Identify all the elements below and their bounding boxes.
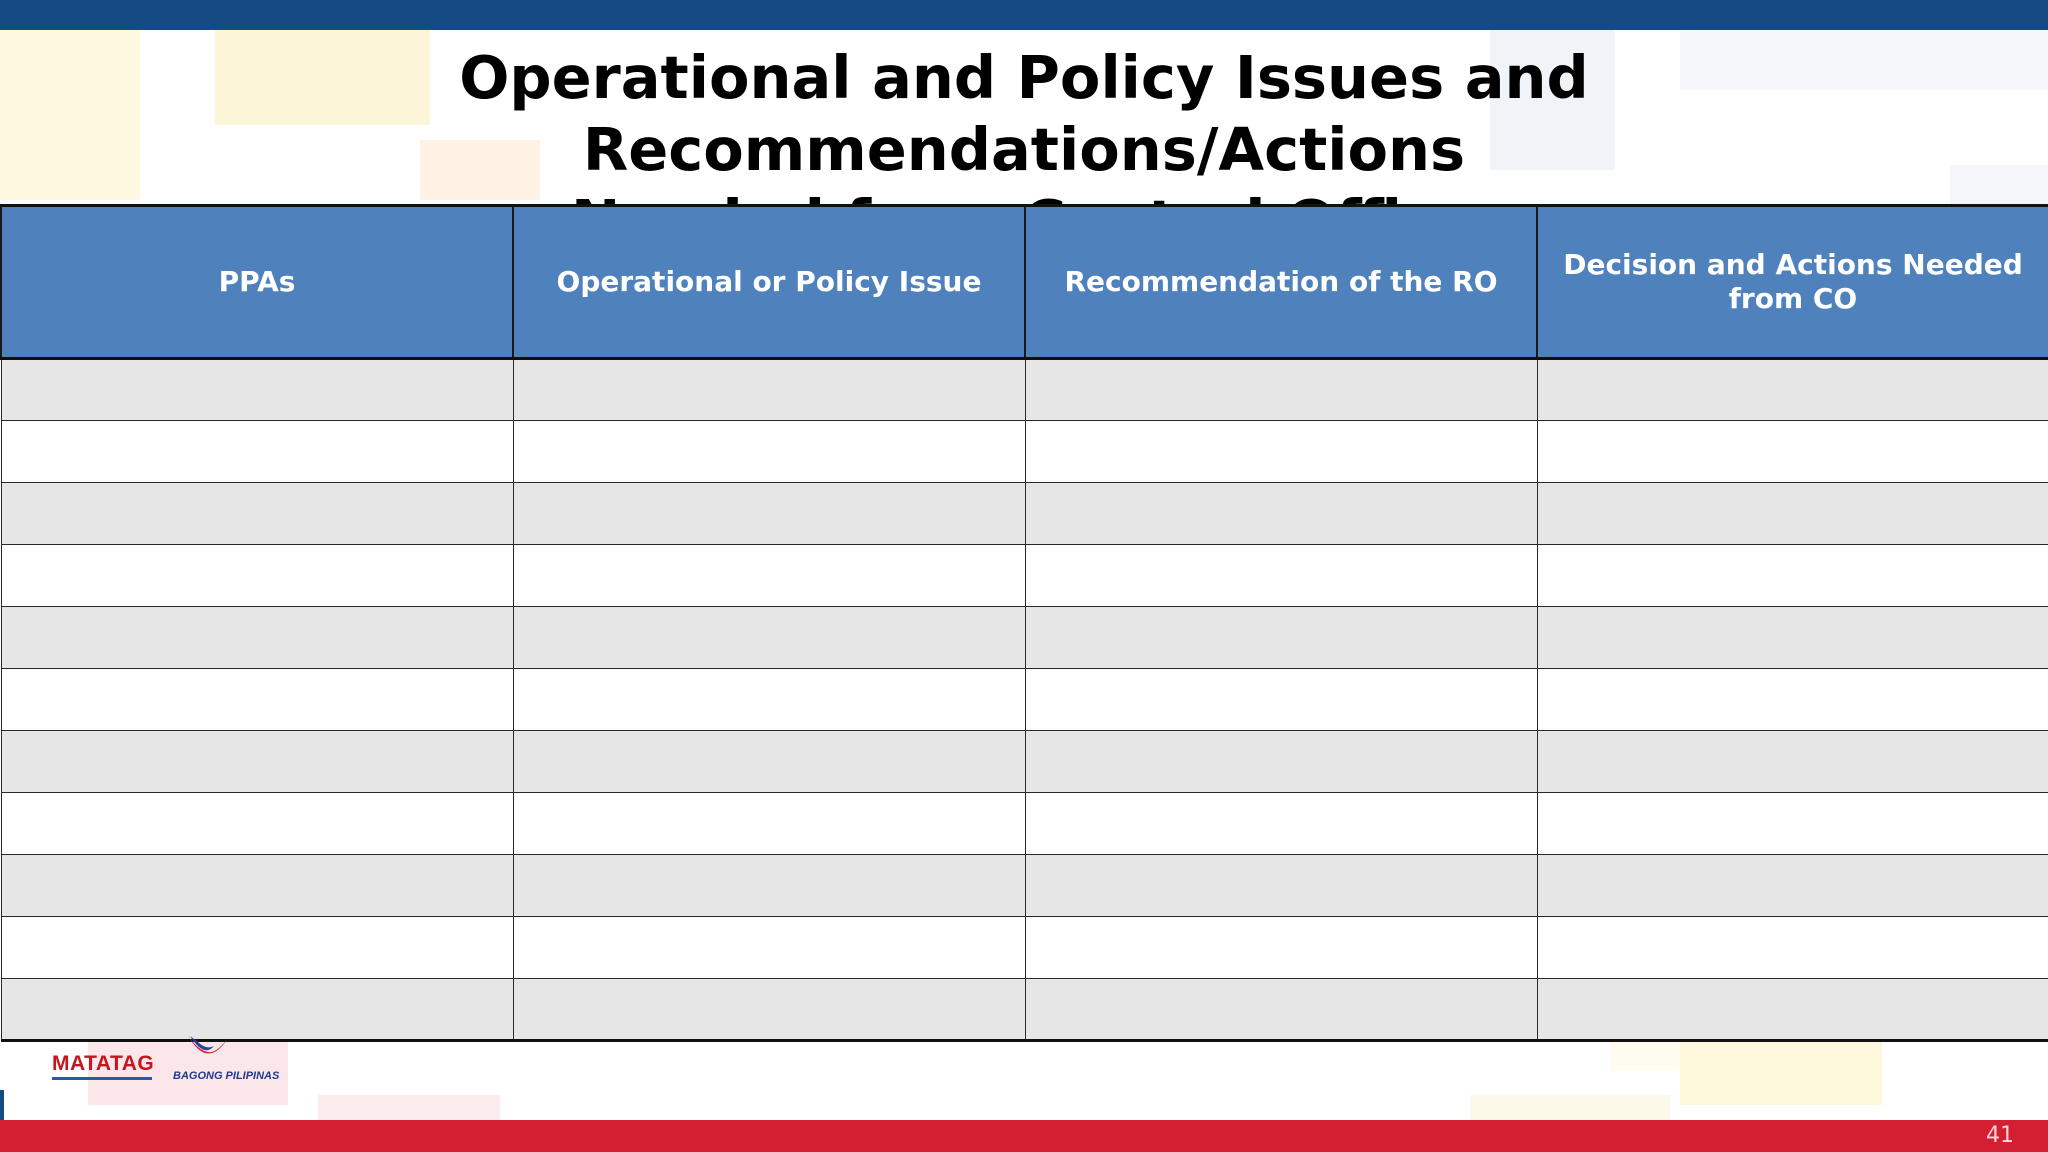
left-edge-accent xyxy=(0,1090,4,1120)
table-cell[interactable] xyxy=(1537,607,2048,669)
table-cell[interactable] xyxy=(1537,731,2048,793)
table-cell[interactable] xyxy=(1025,855,1537,917)
background-tile xyxy=(1680,1040,1882,1105)
matatag-logo-text: MATATAG xyxy=(52,1052,155,1075)
slide-title-line-1: Operational and Policy Issues and Recommendations/Actions xyxy=(459,43,1589,184)
table-cell[interactable] xyxy=(1537,917,2048,979)
bagong-pilipinas-logo xyxy=(168,1036,286,1086)
table-cell[interactable] xyxy=(1025,421,1537,483)
table-cell[interactable] xyxy=(1,669,513,731)
table-cell[interactable] xyxy=(1,359,513,421)
table-cell[interactable] xyxy=(1,917,513,979)
table-cell[interactable] xyxy=(1025,545,1537,607)
table-cell[interactable] xyxy=(1025,917,1537,979)
table-cell[interactable] xyxy=(513,855,1025,917)
table-cell[interactable] xyxy=(1537,979,2048,1041)
background-tile xyxy=(1610,1040,1680,1070)
table-cell[interactable] xyxy=(513,483,1025,545)
table-cell[interactable] xyxy=(1537,793,2048,855)
table-cell[interactable] xyxy=(1025,793,1537,855)
table-cell[interactable] xyxy=(1537,483,2048,545)
table-row xyxy=(1,359,2048,421)
table-cell[interactable] xyxy=(513,669,1025,731)
matatag-logo-underline xyxy=(52,1077,152,1080)
table-row xyxy=(1,669,2048,731)
table-cell[interactable] xyxy=(1025,669,1537,731)
table-cell[interactable] xyxy=(513,421,1025,483)
header-ppas: PPAs xyxy=(1,206,513,359)
table-row xyxy=(1,855,2048,917)
table-header-row xyxy=(1,206,2048,359)
table-cell[interactable] xyxy=(1,793,513,855)
table-row xyxy=(1,483,2048,545)
table-row xyxy=(1,793,2048,855)
table-cell[interactable] xyxy=(1,545,513,607)
table-cell[interactable] xyxy=(1,855,513,917)
table-row xyxy=(1,979,2048,1041)
table-row xyxy=(1,731,2048,793)
matatag-logo xyxy=(52,1053,156,1083)
table-cell[interactable] xyxy=(1537,855,2048,917)
table-row xyxy=(1,545,2048,607)
table-cell[interactable] xyxy=(1,979,513,1041)
table-cell[interactable] xyxy=(1,731,513,793)
table-cell[interactable] xyxy=(513,731,1025,793)
table-cell[interactable] xyxy=(1025,483,1537,545)
header-recommendation-of-ro: Recommendation of the RO xyxy=(1025,206,1537,359)
top-banner-bar xyxy=(0,0,2048,30)
issues-table xyxy=(0,204,2048,1042)
bagong-pilipinas-emblem-icon xyxy=(168,1036,286,1070)
table-cell[interactable] xyxy=(1025,359,1537,421)
table-cell[interactable] xyxy=(1025,607,1537,669)
header-decision-and-actions-needed: Decision and Actions Needed from CO xyxy=(1537,206,2048,359)
table-cell[interactable] xyxy=(513,359,1025,421)
table-row xyxy=(1,421,2048,483)
table-cell[interactable] xyxy=(1025,731,1537,793)
table-cell[interactable] xyxy=(1025,979,1537,1041)
table-cell[interactable] xyxy=(1537,359,2048,421)
page-number: 41 xyxy=(1986,1123,2014,1148)
bagong-pilipinas-logo-text: BAGONG PILIPINAS xyxy=(173,1070,280,1082)
bottom-banner-bar xyxy=(0,1120,2048,1152)
table-cell[interactable] xyxy=(513,607,1025,669)
table-cell[interactable] xyxy=(1,421,513,483)
header-operational-or-policy-issue: Operational or Policy Issue xyxy=(513,206,1025,359)
table-cell[interactable] xyxy=(513,545,1025,607)
table-row xyxy=(1,917,2048,979)
table-cell[interactable] xyxy=(1,483,513,545)
table-cell[interactable] xyxy=(513,979,1025,1041)
table-cell[interactable] xyxy=(1537,669,2048,731)
table-cell[interactable] xyxy=(513,917,1025,979)
table-row xyxy=(1,607,2048,669)
table-cell[interactable] xyxy=(513,793,1025,855)
table-cell[interactable] xyxy=(1537,545,2048,607)
table-cell[interactable] xyxy=(1537,421,2048,483)
table-cell[interactable] xyxy=(1,607,513,669)
